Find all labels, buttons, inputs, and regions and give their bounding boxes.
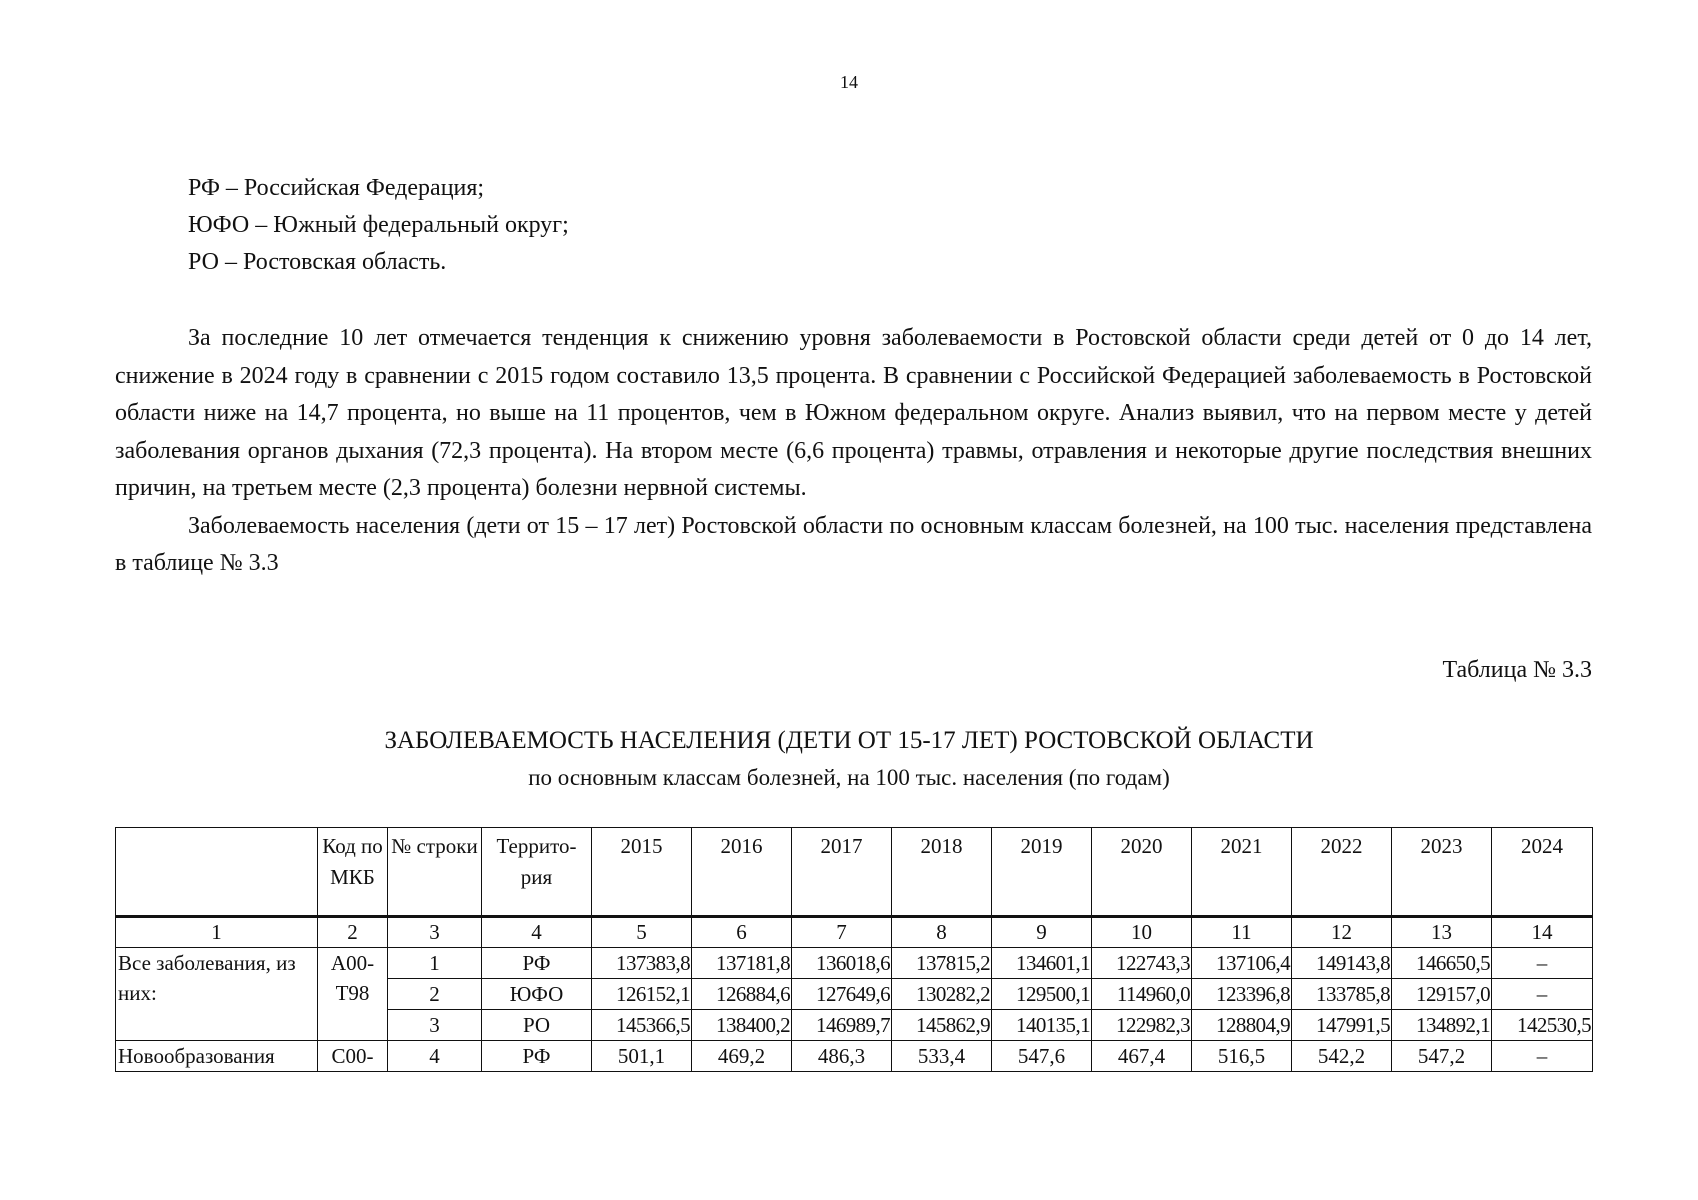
value-cell: 146650,5 (1392, 948, 1492, 979)
value-cell: 533,4 (892, 1041, 992, 1072)
column-number-cell: 5 (592, 917, 692, 948)
table-header-row (116, 828, 1593, 917)
value-cell: 127649,6 (792, 979, 892, 1010)
disease-class-cell: Новообразования (116, 1041, 318, 1072)
value-cell: 129157,0 (1392, 979, 1492, 1010)
value-cell: 130282,2 (892, 979, 992, 1010)
value-cell: 126884,6 (692, 979, 792, 1010)
header-cell: 2016 (692, 828, 792, 917)
value-cell: 129500,1 (992, 979, 1092, 1010)
value-cell: 547,2 (1392, 1041, 1492, 1072)
column-number-cell: 13 (1392, 917, 1492, 948)
header-cell: 2019 (992, 828, 1092, 917)
column-number-cell: 8 (892, 917, 992, 948)
value-cell: 137181,8 (692, 948, 792, 979)
column-number-cell: 2 (318, 917, 388, 948)
line-number-cell: 1 (388, 948, 482, 979)
table-title: ЗАБОЛЕВАЕМОСТЬ НАСЕЛЕНИЯ (ДЕТИ ОТ 15-17 ЛЕТ) РОСТОВСКОЙ ОБЛАСТИ (384, 727, 1314, 754)
header-cell: 2021 (1192, 828, 1292, 917)
header-cell: Код по МКБ (318, 828, 388, 917)
body-text (115, 320, 1592, 583)
value-cell: 469,2 (692, 1041, 792, 1072)
header-cell: 2022 (1292, 828, 1392, 917)
value-cell: 122982,3 (1092, 1010, 1192, 1041)
table-label: Таблица № 3.3 (1442, 657, 1592, 683)
value-cell: 486,3 (792, 1041, 892, 1072)
table-row (116, 948, 1593, 979)
value-cell: 137815,2 (892, 948, 992, 979)
header-cell: 2023 (1392, 828, 1492, 917)
value-cell: 134892,1 (1392, 1010, 1492, 1041)
header-cell (116, 828, 318, 917)
value-cell: 147991,5 (1292, 1010, 1392, 1041)
value-cell: 128804,9 (1192, 1010, 1292, 1041)
value-cell: 138400,2 (692, 1010, 792, 1041)
value-cell: – (1492, 1041, 1593, 1072)
header-cell: № строки (388, 828, 482, 917)
abbreviation-item: РО – Ростовская область. (188, 249, 447, 275)
territory-cell: РФ (482, 948, 592, 979)
icd-code-cell: A00-T98 (318, 948, 388, 1041)
disease-class-cell: Все заболевания, из них: (116, 948, 318, 1041)
value-cell: 137383,8 (592, 948, 692, 979)
value-cell: 547,6 (992, 1041, 1092, 1072)
column-number-cell: 10 (1092, 917, 1192, 948)
value-cell: – (1492, 979, 1593, 1010)
column-number-cell: 1 (116, 917, 318, 948)
territory-cell: РФ (482, 1041, 592, 1072)
value-cell: – (1492, 948, 1593, 979)
territory-cell: ЮФО (482, 979, 592, 1010)
value-cell: 122743,3 (1092, 948, 1192, 979)
column-number-cell: 6 (692, 917, 792, 948)
column-number-cell: 4 (482, 917, 592, 948)
morbidity-table (115, 827, 1593, 1072)
header-cell: 2017 (792, 828, 892, 917)
value-cell: 501,1 (592, 1041, 692, 1072)
abbreviations-list (188, 170, 569, 281)
header-cell: 2018 (892, 828, 992, 917)
header-cell: 2024 (1492, 828, 1593, 917)
value-cell: 134601,1 (992, 948, 1092, 979)
header-cell: 2015 (592, 828, 692, 917)
value-cell: 516,5 (1192, 1041, 1292, 1072)
header-cell: 2020 (1092, 828, 1192, 917)
column-number-cell: 11 (1192, 917, 1292, 948)
abbreviation-item: РФ – Российская Федерация; (188, 175, 485, 201)
header-cell: Террито-рия (482, 828, 592, 917)
column-number-cell: 12 (1292, 917, 1392, 948)
value-cell: 142530,5 (1492, 1010, 1593, 1041)
table-subtitle: по основным классам болезней, на 100 тыс. населения (по годам) (528, 765, 1170, 790)
value-cell: 146989,7 (792, 1010, 892, 1041)
line-number-cell: 3 (388, 1010, 482, 1041)
column-number-row (116, 917, 1593, 948)
paragraph: За последние 10 лет отмечается тенденция к снижению уровня заболеваемости в Ростовской области среди детей от 0 до 14 лет, снижение в 2024 году в сравнении с 2015 годом составило 13,5 процента. В сравнении с Российской Федерацией заболеваемость в Ростовской области ниже на 14,7 процента, но выше на 11 процентов, чем в Южном федеральном округе. Анализ выявил, что на первом месте у детей заболевания органов дыхания (72,3 процента). На втором месте (6,6 процента) травмы, отравления и некоторые другие последствия внешних причин, на третьем месте (2,3 процента) болезни нервной системы. (115, 325, 1592, 501)
value-cell: 542,2 (1292, 1041, 1392, 1072)
column-number-cell: 7 (792, 917, 892, 948)
value-cell: 114960,0 (1092, 979, 1192, 1010)
line-number-cell: 2 (388, 979, 482, 1010)
value-cell: 137106,4 (1192, 948, 1292, 979)
value-cell: 136018,6 (792, 948, 892, 979)
value-cell: 145862,9 (892, 1010, 992, 1041)
page-number: 14 (840, 72, 858, 92)
abbreviation-item: ЮФО – Южный федеральный округ; (188, 212, 569, 238)
column-number-cell: 3 (388, 917, 482, 948)
value-cell: 145366,5 (592, 1010, 692, 1041)
table-row (116, 1041, 1593, 1072)
paragraph: Заболеваемость населения (дети от 15 – 17 лет) Ростовской области по основным классам болезней, на 100 тыс. населения представлена в таблице № 3.3 (115, 512, 1592, 576)
value-cell: 149143,8 (1292, 948, 1392, 979)
column-number-cell: 14 (1492, 917, 1593, 948)
value-cell: 126152,1 (592, 979, 692, 1010)
value-cell: 467,4 (1092, 1041, 1192, 1072)
column-number-cell: 9 (992, 917, 1092, 948)
icd-code-cell: C00- (318, 1041, 388, 1072)
value-cell: 123396,8 (1192, 979, 1292, 1010)
value-cell: 140135,1 (992, 1010, 1092, 1041)
territory-cell: РО (482, 1010, 592, 1041)
value-cell: 133785,8 (1292, 979, 1392, 1010)
line-number-cell: 4 (388, 1041, 482, 1072)
